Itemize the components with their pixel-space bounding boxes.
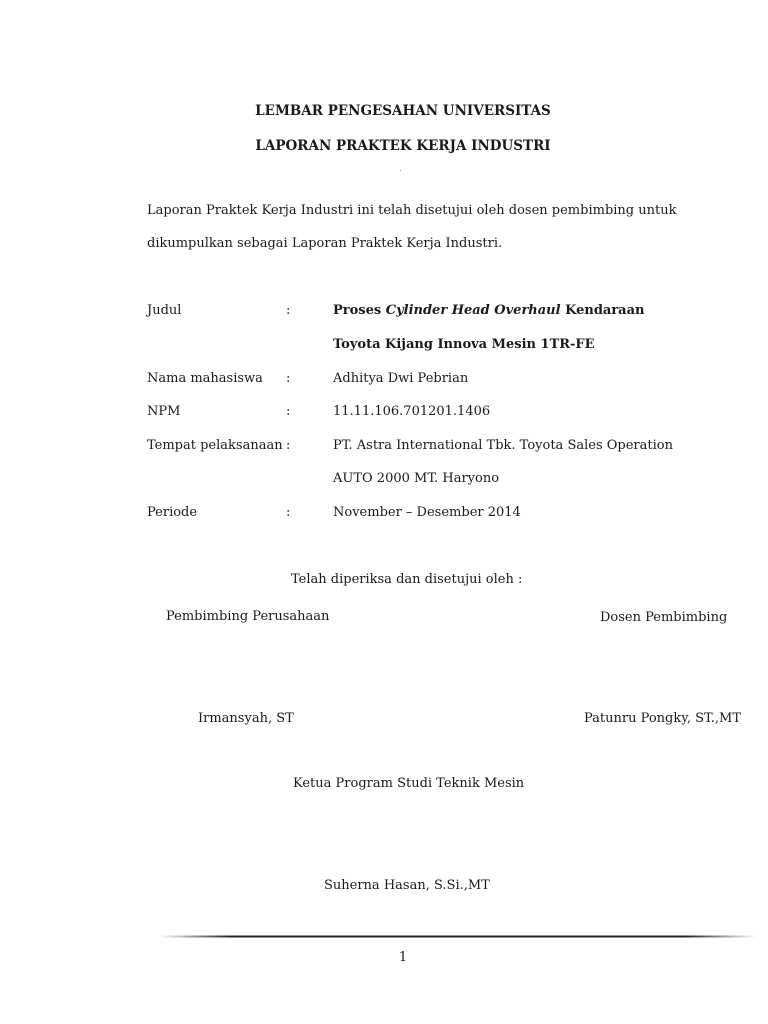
- right-signatory-role: Dosen Pembimbing: [600, 610, 728, 625]
- page-number: 1: [398, 950, 408, 965]
- left-signatory-role: Pembimbing Perusahaan: [166, 609, 330, 624]
- judul-value-part-1: Proses: [333, 303, 386, 318]
- tempat-value-line-1: PT. Astra International Tbk. Toyota Sales Operation: [333, 438, 673, 453]
- judul-value-part-3: Kendaraan: [560, 303, 645, 318]
- title-line-1: LEMBAR PENGESAHAN UNIVERSITAS: [255, 103, 551, 119]
- periode-label: Periode: [147, 505, 198, 520]
- nama-label: Nama mahasiswa: [147, 371, 263, 386]
- judul-value-line-1: [333, 303, 645, 319]
- tempat-value-line-2: AUTO 2000 MT. Haryono: [333, 471, 500, 486]
- judul-value-italic: Cylinder Head Overhaul: [385, 303, 561, 318]
- npm-label: NPM: [147, 404, 181, 419]
- npm-value: 11.11.106.701201.1406: [333, 404, 491, 419]
- periode-colon: :: [286, 505, 291, 520]
- title-line-2: LAPORAN PRAKTEK KERJA INDUSTRI: [255, 138, 551, 154]
- right-signatory-name: Patunru Pongky, ST.,MT: [584, 711, 742, 726]
- judul-label: Judul: [147, 303, 182, 318]
- periode-value: November – Desember 2014: [333, 505, 521, 520]
- tempat-label: Tempat pelaksanaan: [147, 438, 283, 453]
- left-signatory-name: Irmansyah, ST: [198, 711, 294, 726]
- scan-speck: [400, 170, 401, 171]
- footer-divider: [160, 935, 756, 938]
- judul-colon: :: [286, 303, 291, 318]
- tempat-colon: :: [286, 438, 291, 453]
- npm-colon: :: [286, 404, 291, 419]
- head-signatory-role: Ketua Program Studi Teknik Mesin: [293, 776, 525, 791]
- intro-line-2: dikumpulkan sebagai Laporan Praktek Kerja Industri.: [147, 236, 503, 251]
- nama-colon: :: [286, 371, 291, 386]
- head-signatory-name: Suherna Hasan, S.Si.,MT: [324, 878, 490, 893]
- judul-value-line-2: Toyota Kijang Innova Mesin 1TR-FE: [333, 337, 595, 352]
- nama-value: Adhitya Dwi Pebrian: [333, 371, 469, 386]
- approval-heading: Telah diperiksa dan disetujui oleh :: [291, 572, 523, 587]
- intro-line-1: Laporan Praktek Kerja Industri ini telah disetujui oleh dosen pembimbing untuk: [147, 203, 677, 218]
